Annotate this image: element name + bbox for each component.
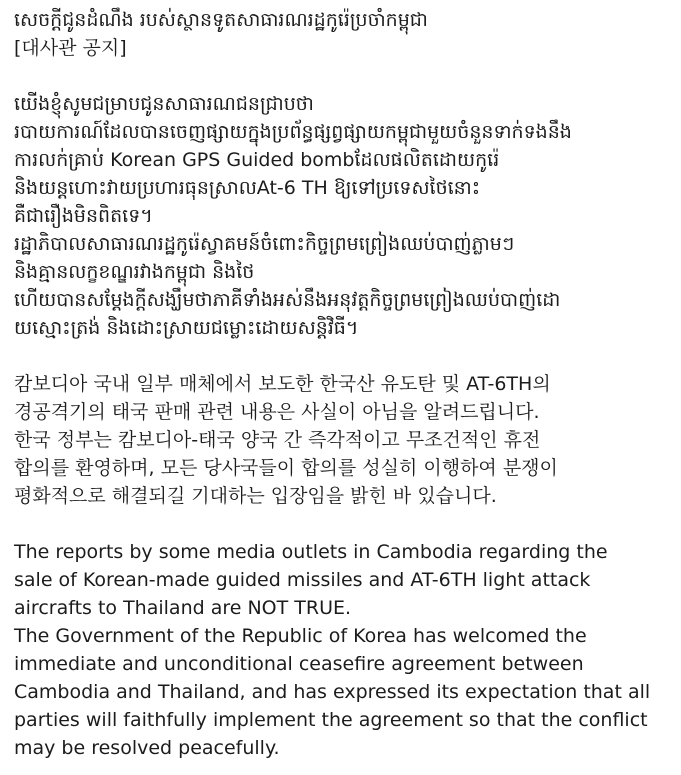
paragraph-spacer bbox=[14, 342, 674, 370]
khmer-line: និងយន្តហោះវាយប្រហារធុនស្រាលAt-6 TH ឱ្យទៅប្រទេសថៃនោះ bbox=[14, 177, 481, 199]
english-line: sale of Korean-made guided missiles and AT-6TH light attack bbox=[14, 569, 591, 591]
korean-line: 캄보디아 국내 일부 매체에서 보도한 한국산 유도탄 및 AT-6TH의 bbox=[14, 373, 551, 395]
header-section bbox=[14, 6, 674, 62]
khmer-line: គឺជារឿងមិនពិតទេ។ bbox=[14, 205, 153, 227]
paragraph-spacer bbox=[14, 62, 674, 90]
english-line: aircrafts to Thailand are NOT TRUE. bbox=[14, 597, 352, 619]
english-line: Cambodia and Thailand, and has expressed its expectation that all bbox=[14, 681, 651, 703]
khmer-line: យើងខ្ញុំសូមជម្រាបជូនសាធារណជនជ្រាបថា bbox=[14, 93, 314, 115]
korean-line: 평화적으로 해결되길 기대하는 입장임을 밝힌 바 있습니다. bbox=[14, 485, 497, 507]
korean-line: 합의를 환영하며, 모든 당사국들이 합의를 성실히 이행하여 분쟁이 bbox=[14, 457, 558, 479]
english-line: may be resolved peacefully. bbox=[14, 737, 280, 759]
khmer-line: របាយការណ៍ដែលបានចេញផ្សាយក្នុងប្រព័ន្ធផ្សព្វផ្សាយកម្ពុជាមួយចំនួនទាក់ទងនឹង bbox=[14, 121, 572, 143]
english-line: parties will faithfully implement the agreement so that the conflict bbox=[14, 709, 648, 731]
korean-line: 경공격기의 태국 판매 관련 내용은 사실이 아님을 알려드립니다. bbox=[14, 401, 540, 423]
khmer-title: សេចក្ដីជូនដំណឹង របស់ស្ថានទូតសាធារណរដ្ឋកូរ៉េប្រចាំកម្ពុជា bbox=[14, 9, 428, 31]
khmer-paragraph bbox=[14, 90, 674, 342]
khmer-line: ការលក់គ្រាប់ Korean GPS Guided bombដែលផលិតដោយកូរ៉េ bbox=[14, 149, 500, 171]
english-paragraph bbox=[14, 538, 674, 762]
khmer-line: ហើយបានសម្ដែងក្ដីសង្ឃឹមថាភាគីទាំងអស់នឹងអនុវត្តកិច្ចព្រមព្រៀងឈប់បាញ់ដោ bbox=[14, 289, 561, 311]
english-line: immediate and unconditional ceasefire agreement between bbox=[14, 653, 584, 675]
english-line: The Government of the Republic of Korea has welcomed the bbox=[14, 625, 587, 647]
embassy-notice-post bbox=[14, 6, 674, 762]
khmer-line: យស្មោះត្រង់ និងដោះស្រាយជម្លោះដោយសន្តិវិធី។ bbox=[14, 317, 359, 339]
khmer-line: រដ្ឋាភិបាលសាធារណរដ្ឋកូរ៉េស្វាគមន៍ចំពោះកិច្ចព្រមព្រៀងឈប់បាញ់ភ្លាមៗ bbox=[14, 233, 515, 255]
korean-line: 한국 정부는 캄보디아-태국 양국 간 즉각적이고 무조건적인 휴전 bbox=[14, 429, 541, 451]
korean-title: [대사관 공지] bbox=[14, 37, 127, 59]
khmer-line: និងគ្មានលក្ខខណ្ឌរវាងកម្ពុជា និងថៃ bbox=[14, 261, 255, 283]
english-line: The reports by some media outlets in Cambodia regarding the bbox=[14, 541, 608, 563]
korean-paragraph bbox=[14, 370, 674, 510]
paragraph-spacer bbox=[14, 510, 674, 538]
